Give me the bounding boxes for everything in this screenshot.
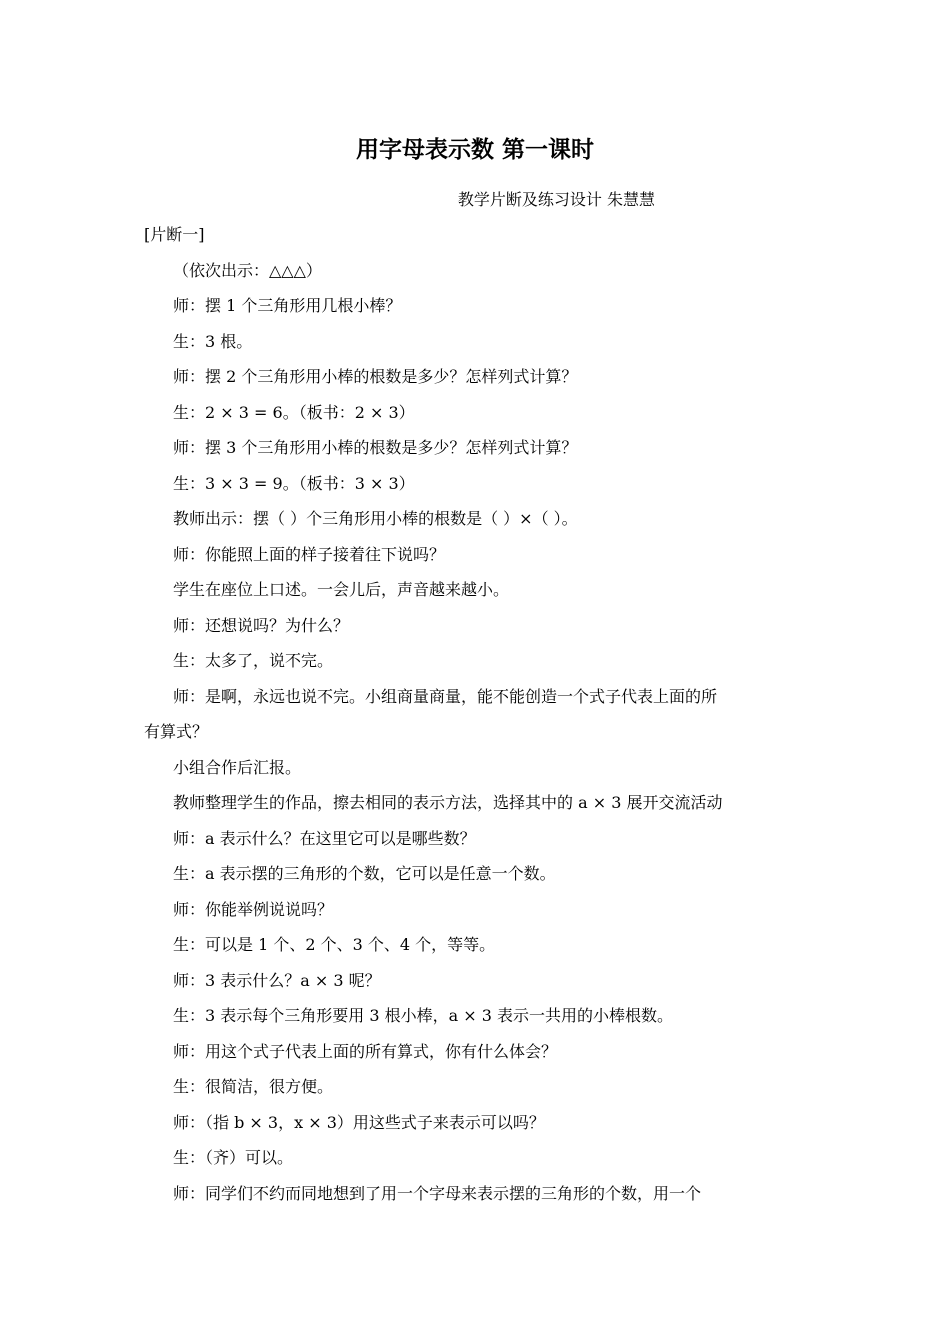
body-line: 学生在座位上口述。一会儿后，声音越来越小。 [173,580,510,599]
body-line: 师：你能照上面的样子接着往下说吗？ [173,544,446,564]
body-line: 师：摆 3 个三角形用小棒的根数是多少？怎样列式计算？ [173,438,578,457]
body-line: （依次出示：△△△） [173,260,322,280]
body-line: 生：a 表示摆的三角形的个数，它可以是任意一个数。 [173,864,556,883]
body-line: 生：可以是 1 个、2 个、3 个、4 个，等等。 [173,935,496,954]
document-title: 用字母表示数 第一课时 [355,137,594,163]
body-line: 生：很简洁，很方便。 [173,1077,334,1096]
body-line: 生：2 × 3 = 6。（板书：2 × 3） [173,402,415,422]
body-line: 生：3 根。 [173,331,253,351]
body-line: 师：a 表示什么？在这里它可以是哪些数？ [173,828,476,848]
body-line: 师：摆 2 个三角形用小棒的根数是多少？怎样列式计算？ [173,367,578,386]
body-line: 师：（指 b × 3，x × 3）用这些式子来表示可以吗？ [173,1112,545,1132]
body-line: 师：3 表示什么？a × 3 呢？ [173,970,381,990]
body-line: 生：3 × 3 = 9。（板书：3 × 3） [173,473,415,493]
body-line: 生：3 表示每个三角形要用 3 根小棒，a × 3 表示一共用的小棒根数。 [173,1006,674,1025]
body-line: 师：还想说吗？为什么？ [173,615,350,635]
body-line: 师：同学们不约而同地想到了用一个字母来表示摆的三角形的个数，用一个 [173,1183,702,1203]
body-line: 生：太多了，说不完。 [173,651,334,670]
document-subtitle: 教学片断及练习设计 朱慧慧 [457,190,655,209]
body-line: 师：是啊，永远也说不完。小组商量商量，能不能创造一个式子代表上面的所 [173,686,718,706]
body-line: 有算式？ [144,722,209,741]
body-line: 师：摆 1 个三角形用几根小棒？ [173,296,402,315]
body-line: 教师出示：摆（ ）个三角形用小棒的根数是（ ）×（ ）。 [173,509,578,528]
section-heading: [片断一] [144,225,205,244]
body-line: 生：（齐）可以。 [173,1148,294,1167]
body-line: 师：你能举例说说吗？ [173,899,334,919]
body-line: 教师整理学生的作品，擦去相同的表示方法，选择其中的 a × 3 展开交流活动 [173,793,723,812]
body-line: 师：用这个式子代表上面的所有算式，你有什么体会？ [173,1041,558,1061]
body-line: 小组合作后汇报。 [173,757,302,777]
